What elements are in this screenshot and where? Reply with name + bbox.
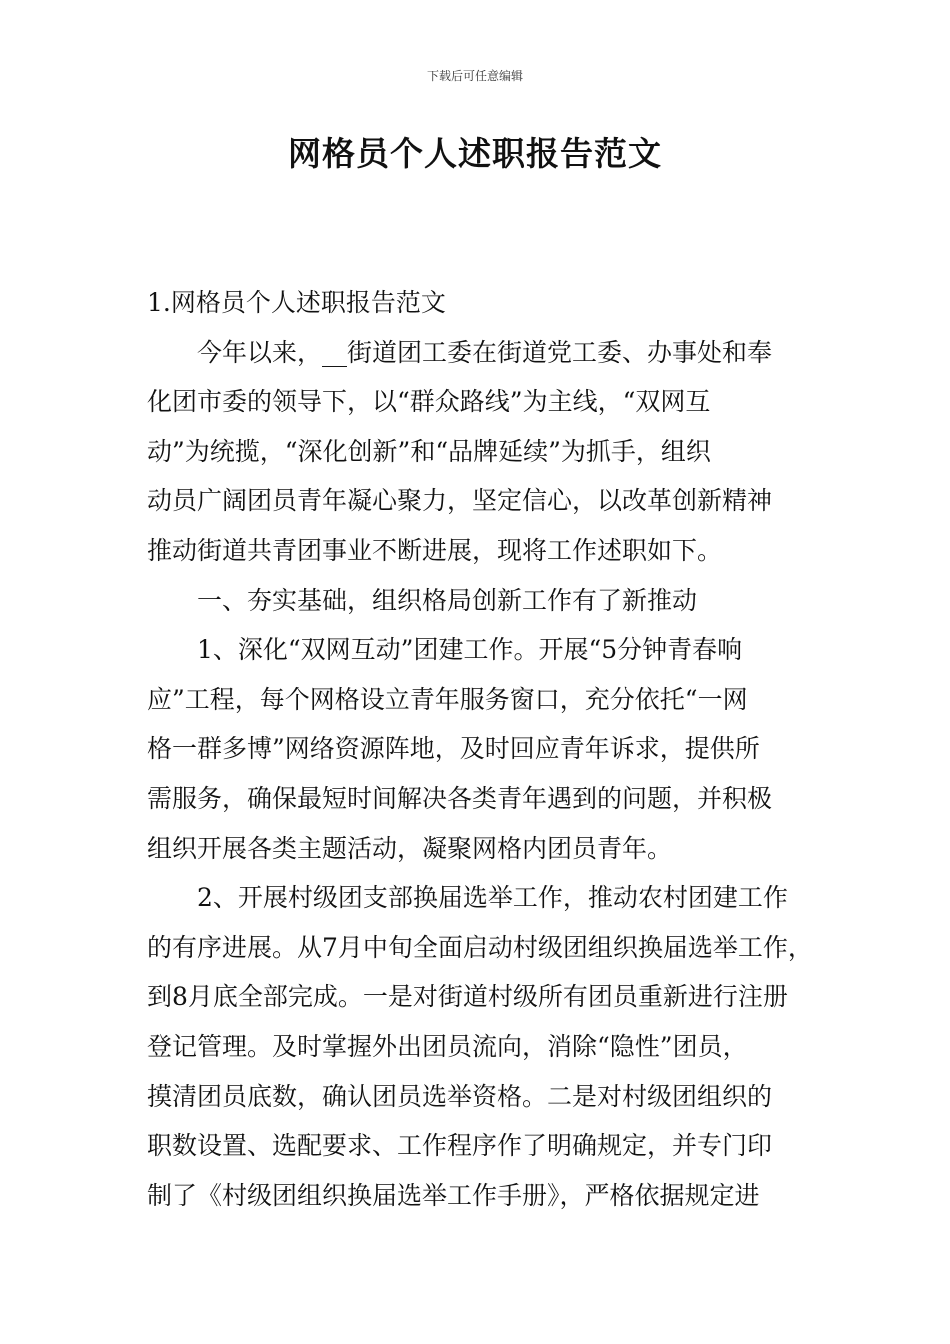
document-body: [147, 278, 817, 1220]
body-line: 动”为统揽，“深化创新”和“品牌延续”为抓手，组织: [147, 436, 711, 466]
body-line: 一、夯实基础，组织格局创新工作有了新推动: [197, 585, 698, 615]
body-line: 应”工程，每个网格设立青年服务窗口，充分依托“一网: [147, 684, 748, 714]
body-line: 今年以来，__街道团工委在街道党工委、办事处和奉: [197, 337, 773, 367]
body-line: 需服务，确保最短时间解决各类青年遇到的问题，并积极: [147, 783, 773, 813]
body-line: 组织开展各类主题活动，凝聚网格内团员青年。: [147, 833, 673, 863]
body-line: 格一群多博”网络资源阵地，及时回应青年诉求，提供所: [147, 734, 760, 764]
body-line: 登记管理。及时掌握外出团员流向，消除“隐性”团员，: [147, 1031, 748, 1061]
body-line: 的有序进展。从7月中旬全面启动村级团组织换届选举工作，: [147, 932, 813, 962]
body-line: 动员广阔团员青年凝心聚力，坚定信心，以改革创新精神: [147, 486, 773, 516]
body-line: 化团市委的领导下，以“群众路线”为主线，“双网互: [147, 387, 711, 417]
body-line: 职数设置、选配要求、工作程序作了明确规定，并专门印: [147, 1131, 773, 1161]
body-line: 1.网格员个人述职报告范文: [147, 288, 446, 317]
body-line: 推动街道共青团事业不断进展，现将工作述职如下。: [147, 535, 723, 565]
document-title: 网格员个人述职报告范文: [288, 134, 662, 173]
body-line: 到8月底全部完成。一是对街道村级所有团员重新进行注册: [147, 982, 788, 1012]
body-line: 1、深化“双网互动”团建工作。开展“5分钟青春响: [197, 635, 743, 665]
body-line: 摸清团员底数，确认团员选举资格。二是对村级团组织的: [147, 1081, 773, 1111]
body-line: 制了《村级团组织换届选举工作手册》，严格依据规定进: [147, 1180, 760, 1210]
body-line: 2、开展村级团支部换届选举工作，推动农村团建工作: [197, 883, 788, 913]
header-note: 下载后可任意编辑: [426, 69, 523, 83]
